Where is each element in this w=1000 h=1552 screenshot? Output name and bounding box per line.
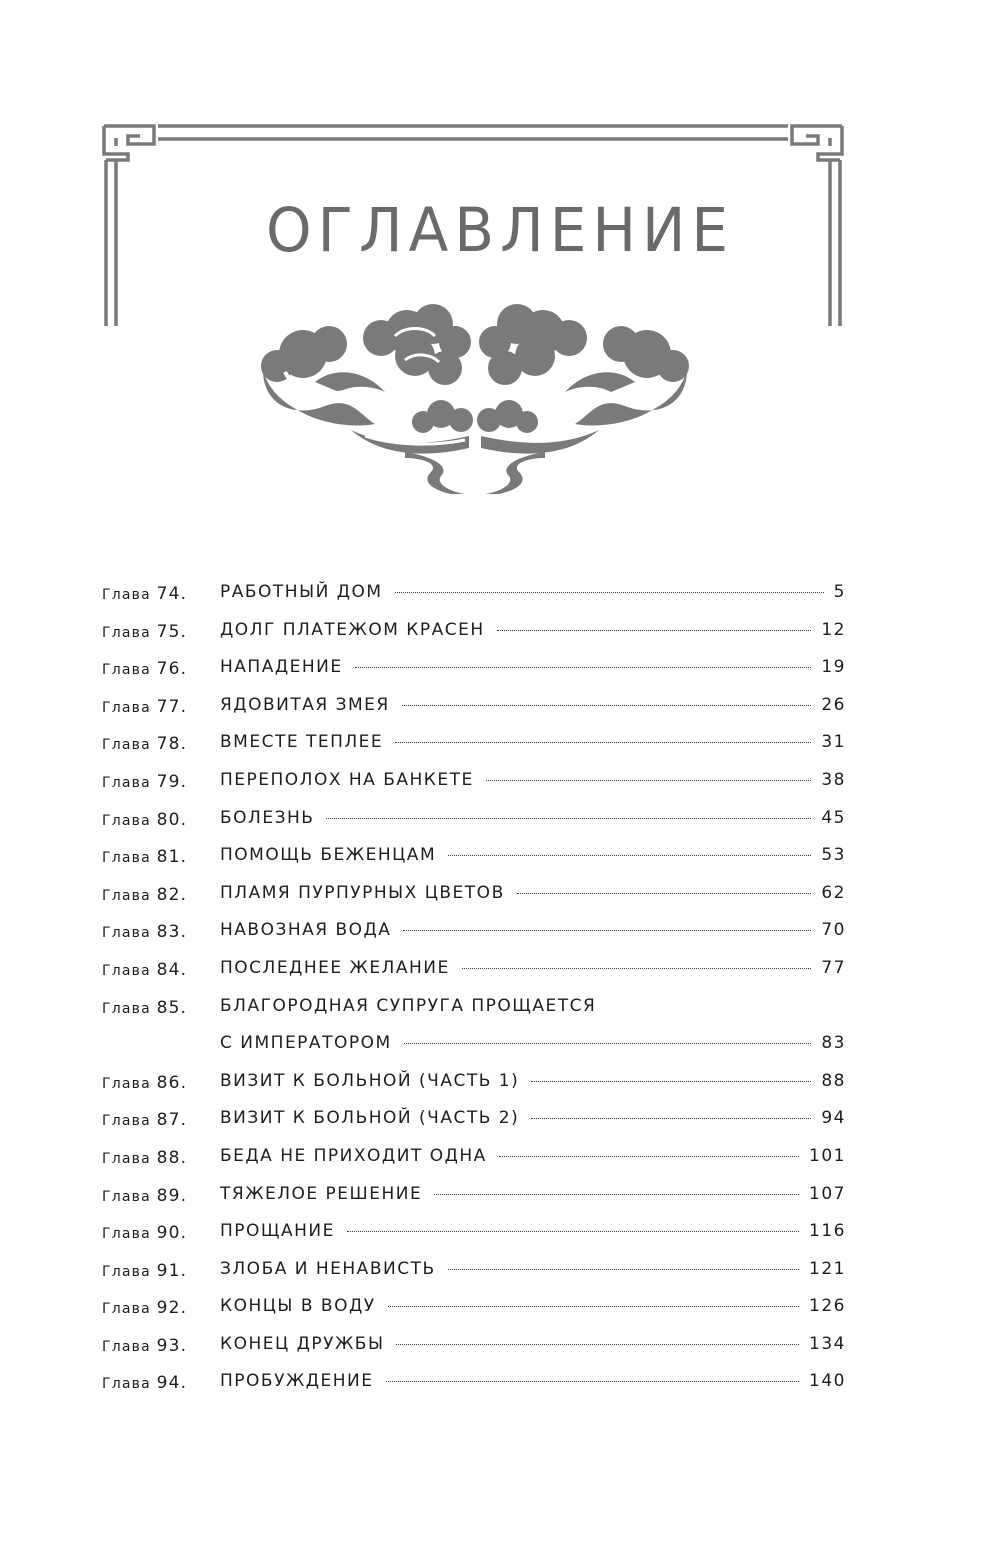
toc-entry bbox=[102, 1067, 846, 1105]
chapter-number: 94. bbox=[156, 1373, 188, 1394]
chapter-label bbox=[102, 622, 220, 642]
toc-line bbox=[220, 958, 846, 978]
chapter-title: НАПАДЕНИЕ bbox=[220, 657, 343, 678]
dot-leader bbox=[388, 1306, 799, 1307]
toc-entry bbox=[102, 616, 846, 654]
chapter-title: ПРОЩАНИЕ bbox=[220, 1221, 335, 1242]
chapter-number: 79. bbox=[156, 771, 188, 792]
page-number: 77 bbox=[821, 957, 846, 978]
chapter-title: КОНЕЦ ДРУЖБЫ bbox=[220, 1333, 385, 1354]
chapter-number: 74. bbox=[156, 584, 188, 604]
dot-leader bbox=[326, 818, 811, 819]
chapter-label bbox=[102, 885, 220, 905]
toc-entry bbox=[102, 691, 846, 729]
chapter-word: Глава bbox=[102, 699, 151, 716]
toc-line bbox=[220, 582, 846, 602]
dot-leader bbox=[517, 893, 812, 894]
toc-line bbox=[220, 883, 846, 903]
toc-line bbox=[220, 808, 846, 828]
chapter-word: Глава bbox=[102, 1188, 151, 1205]
chapter-word: Глава bbox=[102, 962, 151, 979]
chapter-number: 80. bbox=[156, 809, 188, 830]
chapter-title: ПРОБУЖДЕНИЕ bbox=[220, 1371, 374, 1392]
toc-entry bbox=[102, 954, 846, 992]
chapter-word: Глава bbox=[102, 1376, 151, 1393]
chapter-title: ДОЛГ ПЛАТЕЖОМ КРАСЕН bbox=[220, 619, 485, 640]
toc-line bbox=[220, 1146, 846, 1166]
toc-line bbox=[220, 1221, 846, 1241]
chapter-word: Глава bbox=[102, 662, 151, 679]
chapter-label bbox=[102, 810, 220, 830]
chapter-word: Глава bbox=[102, 1301, 151, 1318]
chapter-number: 88. bbox=[156, 1147, 188, 1168]
chapter-number: 91. bbox=[156, 1260, 188, 1281]
dot-leader bbox=[499, 1156, 799, 1157]
page-number: 5 bbox=[833, 582, 846, 602]
toc-line bbox=[220, 845, 846, 865]
chapter-number: 92. bbox=[156, 1298, 188, 1319]
dot-leader bbox=[434, 1194, 799, 1195]
chapter-title: КОНЦЫ В ВОДУ bbox=[220, 1296, 376, 1317]
chapter-title: ТЯЖЕЛОЕ РЕШЕНИЕ bbox=[220, 1183, 423, 1204]
cloud-ornament-icon bbox=[255, 296, 695, 496]
chapter-label bbox=[102, 922, 220, 942]
toc-entry bbox=[102, 1330, 846, 1368]
toc-line bbox=[220, 1033, 846, 1053]
toc-entry bbox=[102, 1180, 846, 1218]
page-title: ОГЛАВЛЕНИЕ bbox=[265, 194, 734, 266]
toc-line bbox=[220, 1296, 846, 1316]
chapter-label bbox=[102, 659, 220, 679]
chapter-word: Глава bbox=[102, 737, 151, 754]
toc-entry bbox=[102, 1367, 846, 1405]
dot-leader bbox=[355, 667, 812, 668]
toc-entry bbox=[102, 1142, 846, 1180]
toc-entry bbox=[102, 916, 846, 954]
chapter-title: БЕДА НЕ ПРИХОДИТ ОДНА bbox=[220, 1145, 487, 1166]
page-number: 62 bbox=[821, 882, 846, 903]
page-number: 121 bbox=[809, 1258, 846, 1279]
toc-line bbox=[220, 695, 846, 715]
chapter-title: БОЛЕЗНЬ bbox=[220, 807, 315, 828]
page-number: 70 bbox=[821, 920, 846, 941]
dot-leader bbox=[396, 1344, 799, 1345]
chapter-label bbox=[102, 697, 220, 717]
page-number: 83 bbox=[821, 1033, 846, 1054]
chapter-title: ПЕРЕПОЛОХ НА БАНКЕТЕ bbox=[220, 769, 474, 790]
chapter-label bbox=[102, 1223, 220, 1243]
toc-entry bbox=[102, 1292, 846, 1330]
dot-leader bbox=[462, 968, 812, 969]
page-number: 12 bbox=[821, 619, 846, 640]
page-number: 107 bbox=[809, 1183, 846, 1204]
chapter-title: ЗЛОБА И НЕНАВИСТЬ bbox=[220, 1258, 436, 1279]
chapter-label bbox=[102, 1186, 220, 1206]
chapter-title: ПОСЛЕДНЕЕ ЖЕЛАНИЕ bbox=[220, 957, 450, 978]
page-number: 31 bbox=[821, 732, 846, 753]
chapter-number: 90. bbox=[156, 1223, 188, 1244]
dot-leader bbox=[404, 1043, 812, 1044]
page-number: 94 bbox=[821, 1108, 846, 1129]
chapter-number: 77. bbox=[156, 696, 188, 717]
dot-leader bbox=[395, 742, 811, 743]
dot-leader bbox=[395, 592, 824, 593]
chapter-number: 85. bbox=[156, 997, 188, 1018]
toc-line bbox=[220, 1334, 846, 1354]
dot-leader bbox=[448, 1269, 799, 1270]
toc-line bbox=[220, 920, 846, 940]
chapter-label bbox=[102, 1261, 220, 1281]
toc-line bbox=[220, 770, 846, 790]
page-number: 88 bbox=[821, 1070, 846, 1091]
chapter-label bbox=[102, 847, 220, 867]
dot-leader bbox=[347, 1231, 799, 1232]
chapter-word: Глава bbox=[102, 1000, 151, 1017]
page-number: 53 bbox=[821, 845, 846, 866]
dot-leader bbox=[531, 1118, 811, 1119]
chapter-word: Глава bbox=[102, 1075, 151, 1092]
chapter-label bbox=[102, 772, 220, 792]
chapter-number: 82. bbox=[156, 884, 188, 905]
toc-line bbox=[220, 1371, 846, 1391]
page-number: 126 bbox=[809, 1296, 846, 1317]
toc-line bbox=[220, 996, 846, 1016]
dot-leader bbox=[497, 630, 812, 631]
chapter-title: ПОМОЩЬ БЕЖЕНЦАМ bbox=[220, 845, 437, 866]
toc-entry bbox=[102, 804, 846, 842]
toc-entry bbox=[102, 728, 846, 766]
chapter-title: С ИМПЕРАТОРОМ bbox=[220, 1033, 392, 1054]
toc-entry bbox=[102, 841, 846, 879]
toc-entry bbox=[102, 1217, 846, 1255]
toc-entry bbox=[102, 1104, 846, 1142]
chapter-number: 86. bbox=[156, 1072, 188, 1093]
toc-line bbox=[220, 1108, 846, 1128]
chapter-label bbox=[102, 1148, 220, 1168]
toc-entry bbox=[102, 879, 846, 917]
chapter-word: Глава bbox=[102, 887, 151, 904]
chapter-word: Глава bbox=[102, 925, 151, 942]
chapter-title: БЛАГОРОДНАЯ СУПРУГА ПРОЩАЕТСЯ bbox=[220, 995, 597, 1016]
dot-leader bbox=[486, 780, 812, 781]
chapter-word: Глава bbox=[102, 1150, 151, 1167]
page-number: 38 bbox=[821, 769, 846, 790]
toc-entry bbox=[102, 578, 846, 616]
chapter-number: 76. bbox=[156, 659, 188, 680]
chapter-word: Глава bbox=[102, 774, 151, 791]
toc-line bbox=[220, 1071, 846, 1091]
page-number: 116 bbox=[809, 1221, 846, 1242]
toc-line bbox=[220, 657, 846, 677]
chapter-number: 75. bbox=[156, 621, 188, 642]
toc-entry bbox=[102, 1255, 846, 1293]
chapter-title: ВИЗИТ К БОЛЬНОЙ (ЧАСТЬ 2) bbox=[220, 1108, 520, 1129]
toc-entry bbox=[102, 653, 846, 691]
toc-line bbox=[220, 1184, 846, 1204]
page-number: 101 bbox=[809, 1145, 846, 1166]
chapter-label bbox=[102, 960, 220, 980]
chapter-word: Глава bbox=[102, 624, 151, 641]
chapter-word: Глава bbox=[102, 1226, 151, 1243]
chapter-label bbox=[102, 1336, 220, 1356]
chapter-title: ВИЗИТ К БОЛЬНОЙ (ЧАСТЬ 1) bbox=[220, 1070, 520, 1091]
page-number: 45 bbox=[821, 807, 846, 828]
toc-entry bbox=[102, 766, 846, 804]
page-number: 26 bbox=[821, 694, 846, 715]
chapter-word: Глава bbox=[102, 1113, 151, 1130]
chapter-number: 89. bbox=[156, 1185, 188, 1206]
toc-line bbox=[220, 1259, 846, 1279]
dot-leader bbox=[448, 855, 811, 856]
page-number: 19 bbox=[821, 657, 846, 678]
chapter-number: 78. bbox=[156, 734, 188, 755]
chapter-word: Глава bbox=[102, 587, 151, 603]
chapter-number: 87. bbox=[156, 1110, 188, 1131]
page-number: 134 bbox=[809, 1333, 846, 1354]
chapter-number: 83. bbox=[156, 922, 188, 943]
chapter-title: ЯДОВИТАЯ ЗМЕЯ bbox=[220, 694, 390, 715]
table-of-contents bbox=[102, 578, 846, 1405]
dot-leader bbox=[402, 705, 812, 706]
chapter-title: ПЛАМЯ ПУРПУРНЫХ ЦВЕТОВ bbox=[220, 882, 505, 903]
chapter-title: НАВОЗНАЯ ВОДА bbox=[220, 920, 392, 941]
toc-entry bbox=[102, 992, 846, 1067]
page-number: 140 bbox=[809, 1371, 846, 1392]
chapter-number: 93. bbox=[156, 1335, 188, 1356]
toc-line bbox=[220, 620, 846, 640]
chapter-title: ВМЕСТЕ ТЕПЛЕЕ bbox=[220, 732, 384, 753]
chapter-label bbox=[102, 1073, 220, 1093]
toc-line bbox=[220, 732, 846, 752]
chapter-number: 81. bbox=[156, 847, 188, 868]
dot-leader bbox=[386, 1381, 800, 1382]
chapter-label bbox=[102, 1298, 220, 1318]
chapter-word: Глава bbox=[102, 850, 151, 867]
chapter-label bbox=[102, 584, 220, 604]
chapter-word: Глава bbox=[102, 1338, 151, 1355]
chapter-label bbox=[102, 998, 220, 1018]
chapter-title: РАБОТНЫЙ ДОМ bbox=[220, 582, 383, 602]
chapter-word: Глава bbox=[102, 1263, 151, 1280]
chapter-number: 84. bbox=[156, 959, 188, 980]
chapter-label bbox=[102, 1110, 220, 1130]
dot-leader bbox=[531, 1081, 811, 1082]
dot-leader bbox=[403, 930, 811, 931]
chapter-label bbox=[102, 1373, 220, 1393]
chapter-word: Глава bbox=[102, 812, 151, 829]
chapter-label bbox=[102, 734, 220, 754]
